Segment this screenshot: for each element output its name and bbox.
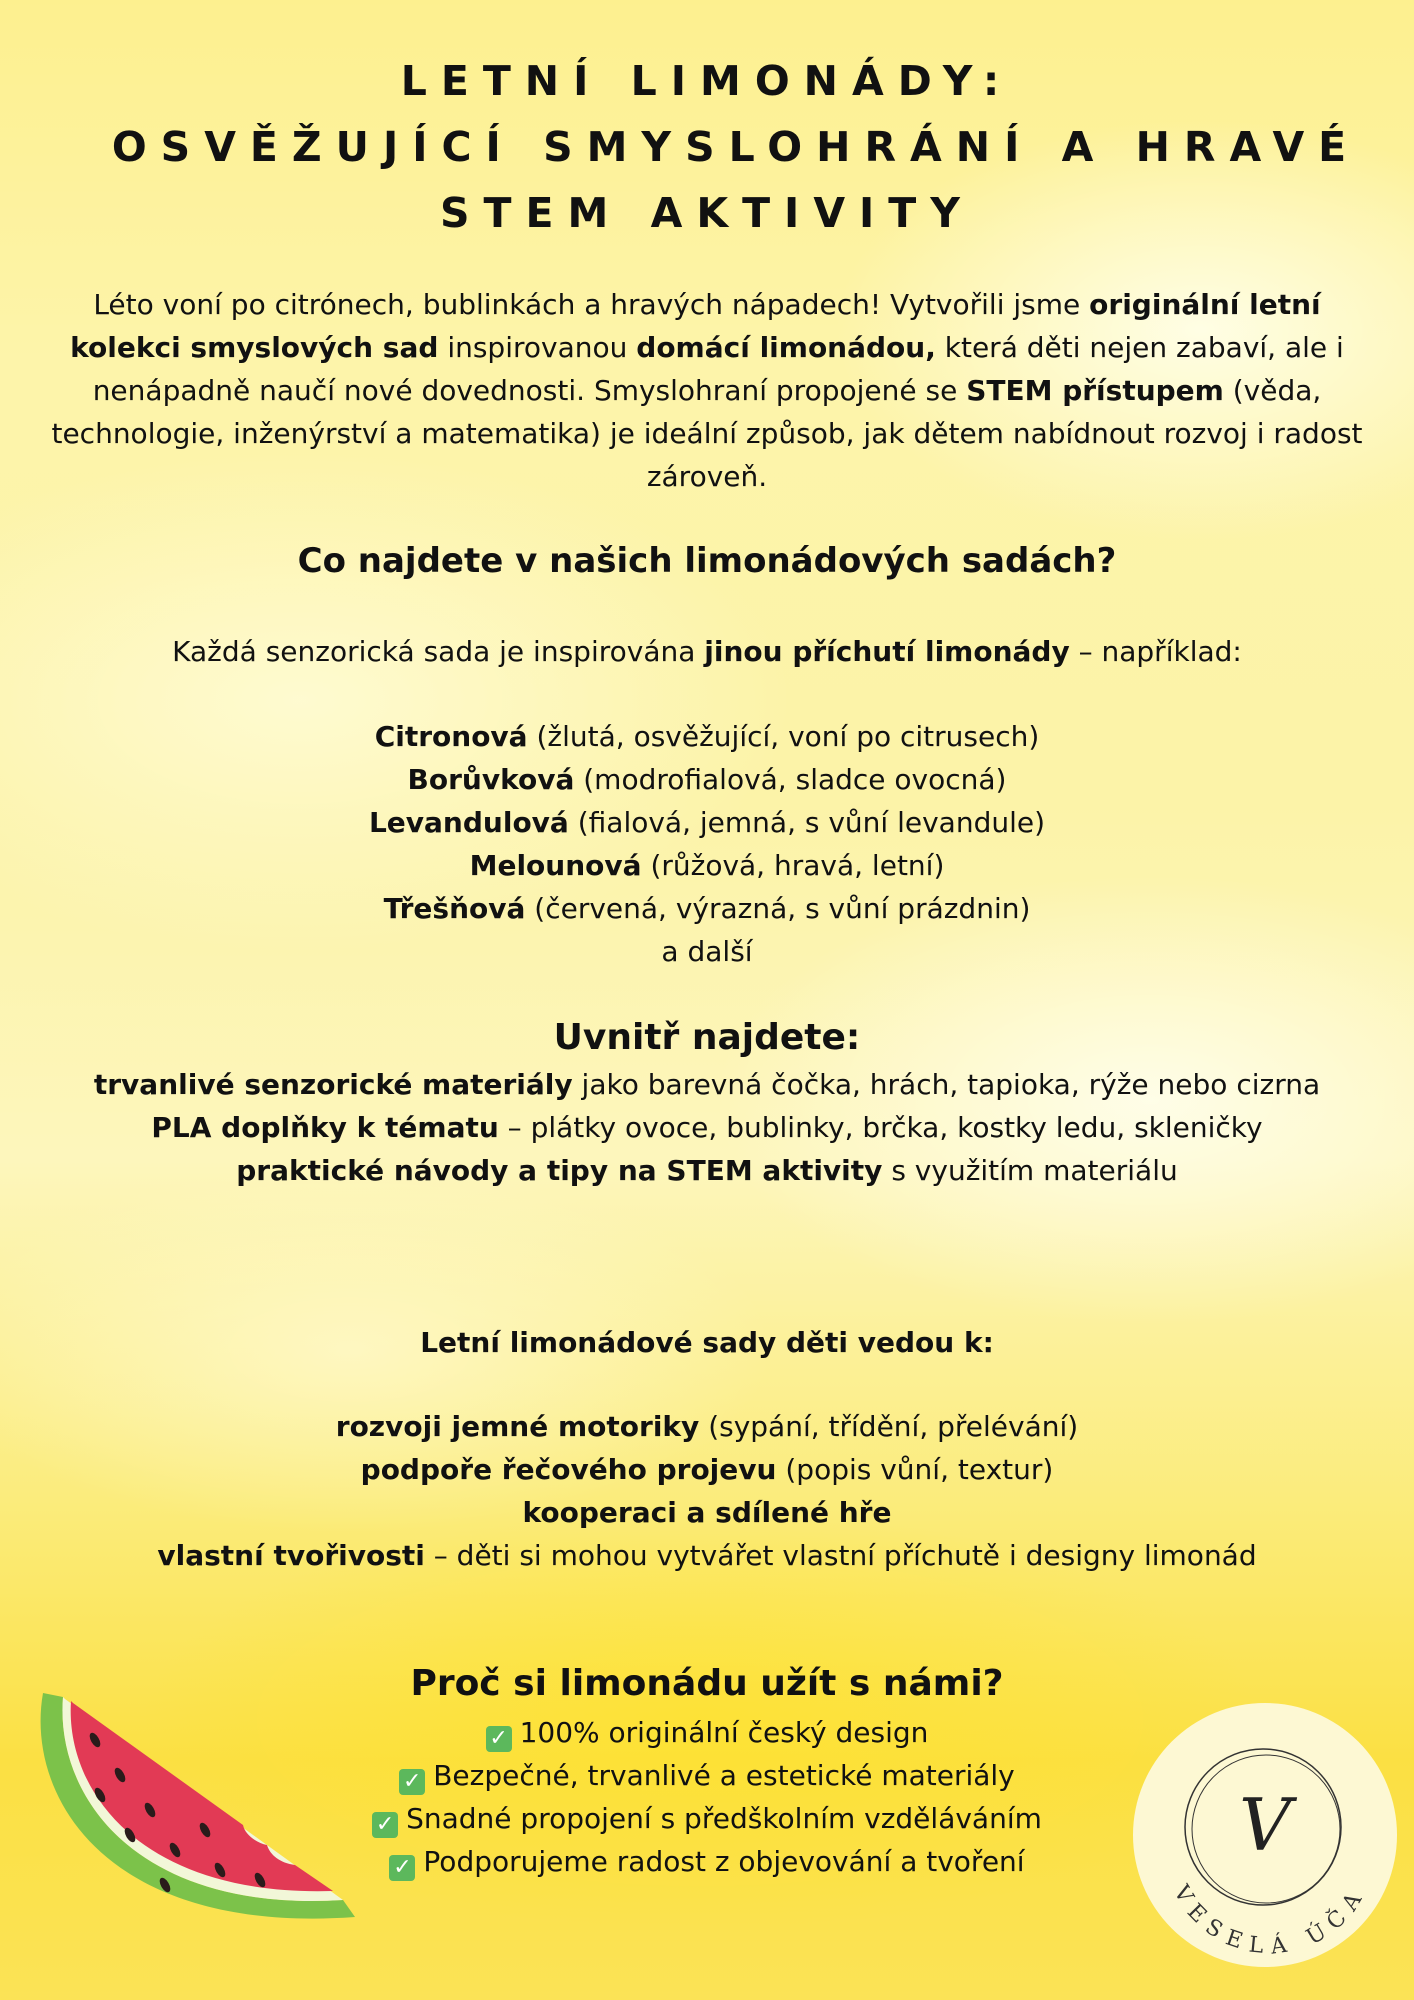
intro-emphasis: domácí limonádou, — [636, 331, 936, 364]
title-line-1: LETNÍ LIMONÁDY: — [400, 57, 1014, 105]
inside-item — [0, 1106, 1414, 1149]
flavor-desc: (fialová, jemná, s vůní levandule) — [568, 806, 1046, 839]
intro-emphasis: originální letní kolekci smyslových sad — [70, 288, 1321, 364]
watermelon-icon — [25, 1685, 370, 1955]
inside-item-bold: PLA doplňky k tématu — [151, 1111, 499, 1144]
title-line-3: STEM AKTIVITY — [440, 189, 974, 237]
benefit-item-bold: vlastní tvořivosti — [157, 1539, 425, 1572]
benefit-item-text: (popis vůní, textur) — [776, 1453, 1054, 1486]
benefit-item-text: – děti si mohou vytvářet vlastní příchutě i designy limonád — [424, 1539, 1257, 1572]
flavor-item — [0, 715, 1414, 758]
benefit-item — [0, 1491, 1414, 1534]
inside-item — [0, 1149, 1414, 1192]
why-item-text: Snadné propojení s předškolním vzděláváním — [406, 1802, 1042, 1835]
inside-item-text: s využitím materiálu — [882, 1154, 1178, 1187]
benefits-list — [0, 1405, 1414, 1577]
page-title — [0, 48, 1414, 246]
check-icon: ✓ — [399, 1769, 425, 1795]
lead-text: – například: — [1069, 635, 1242, 668]
flavor-item — [0, 758, 1414, 801]
flavor-desc: (žlutá, osvěžující, voní po citrusech) — [527, 720, 1040, 753]
lead-text: Každá senzorická sada je inspirována — [172, 635, 705, 668]
benefit-item-text: (sypání, třídění, přelévání) — [699, 1410, 1079, 1443]
intro-text: Léto voní po citrónech, bublinkách a hravých nápadech! Vytvořili jsme — [93, 288, 1090, 321]
flavor-item — [0, 801, 1414, 844]
intro-paragraph — [40, 283, 1374, 498]
intro-emphasis: STEM přístupem — [966, 374, 1224, 407]
intro-text: inspirovanou — [438, 331, 637, 364]
section-heading-inside: Uvnitř najdete: — [553, 1017, 861, 1058]
intro-text: (věda, technologie, inženýrství a matematika) je ideální způsob, jak dětem nabídnout rozvoj i radost zároveň. — [51, 374, 1363, 493]
flavor-name: Třešňová — [383, 892, 526, 925]
lead-emphasis: jinou příchutí limonády — [704, 635, 1070, 668]
inside-item-text: – plátky ovoce, bublinky, brčka, kostky ledu, skleničky — [498, 1111, 1263, 1144]
inside-list — [0, 1063, 1414, 1192]
benefit-item — [0, 1405, 1414, 1448]
watermelon-flesh — [71, 1701, 333, 1891]
flavor-name: Citronová — [374, 720, 528, 753]
benefit-item-bold: podpoře řečového projevu — [360, 1453, 777, 1486]
inside-item-text: jako barevná čočka, hrách, tapioka, rýže nebo cizrna — [572, 1068, 1321, 1101]
inside-item-bold: praktické návody a tipy na STEM aktivity — [236, 1154, 883, 1187]
flavor-name: Melounová — [469, 849, 642, 882]
benefit-item — [0, 1448, 1414, 1491]
logo-monogram: V — [1239, 1783, 1291, 1867]
logo-brand-text: VESELÁ ÚČA — [1168, 1881, 1372, 1960]
section-heading-benefits: Letní limonádové sady děti vedou k: — [420, 1326, 994, 1359]
benefit-item-bold: kooperaci a sdílené hře — [522, 1496, 892, 1529]
flavor-list — [0, 715, 1414, 973]
section-heading-sets: Co najdete v našich limonádových sadách? — [297, 541, 1117, 581]
check-icon: ✓ — [486, 1726, 512, 1752]
intro-text: která děti nejen zabaví, ale i nenápadně naučí nové dovednosti. Smyslohraní propojené se — [92, 331, 1344, 407]
check-icon: ✓ — [372, 1812, 398, 1838]
title-line-2: OSVĚŽUJÍCÍ SMYSLOHRÁNÍ A HRAVÉ — [111, 123, 1361, 171]
flavor-name: Borůvková — [407, 763, 575, 796]
inside-item-bold: trvanlivé senzorické materiály — [93, 1068, 573, 1101]
flavor-desc: (růžová, hravá, letní) — [641, 849, 945, 882]
section-heading-why: Proč si limonádu užít s námi? — [410, 1663, 1004, 1704]
flavor-item — [0, 844, 1414, 887]
flavor-name: Levandulová — [368, 806, 569, 839]
flavor-desc: (červená, výrazná, s vůní prázdnin) — [525, 892, 1031, 925]
inside-item — [0, 1063, 1414, 1106]
why-item-text: Bezpečné, trvanlivé a estetické materiály — [433, 1759, 1015, 1792]
why-item-text: Podporujeme radost z objevování a tvoření — [423, 1845, 1025, 1878]
flavor-item — [0, 887, 1414, 930]
check-icon: ✓ — [389, 1855, 415, 1881]
why-item-text: 100% originální český design — [519, 1716, 929, 1749]
benefit-item — [0, 1534, 1414, 1577]
logo — [1130, 1700, 1400, 1970]
sets-lead — [0, 630, 1414, 673]
flavor-more: a další — [661, 935, 753, 968]
benefit-item-bold: rozvoji jemné motoriky — [335, 1410, 700, 1443]
flavor-desc: (modrofialová, sladce ovocná) — [574, 763, 1007, 796]
